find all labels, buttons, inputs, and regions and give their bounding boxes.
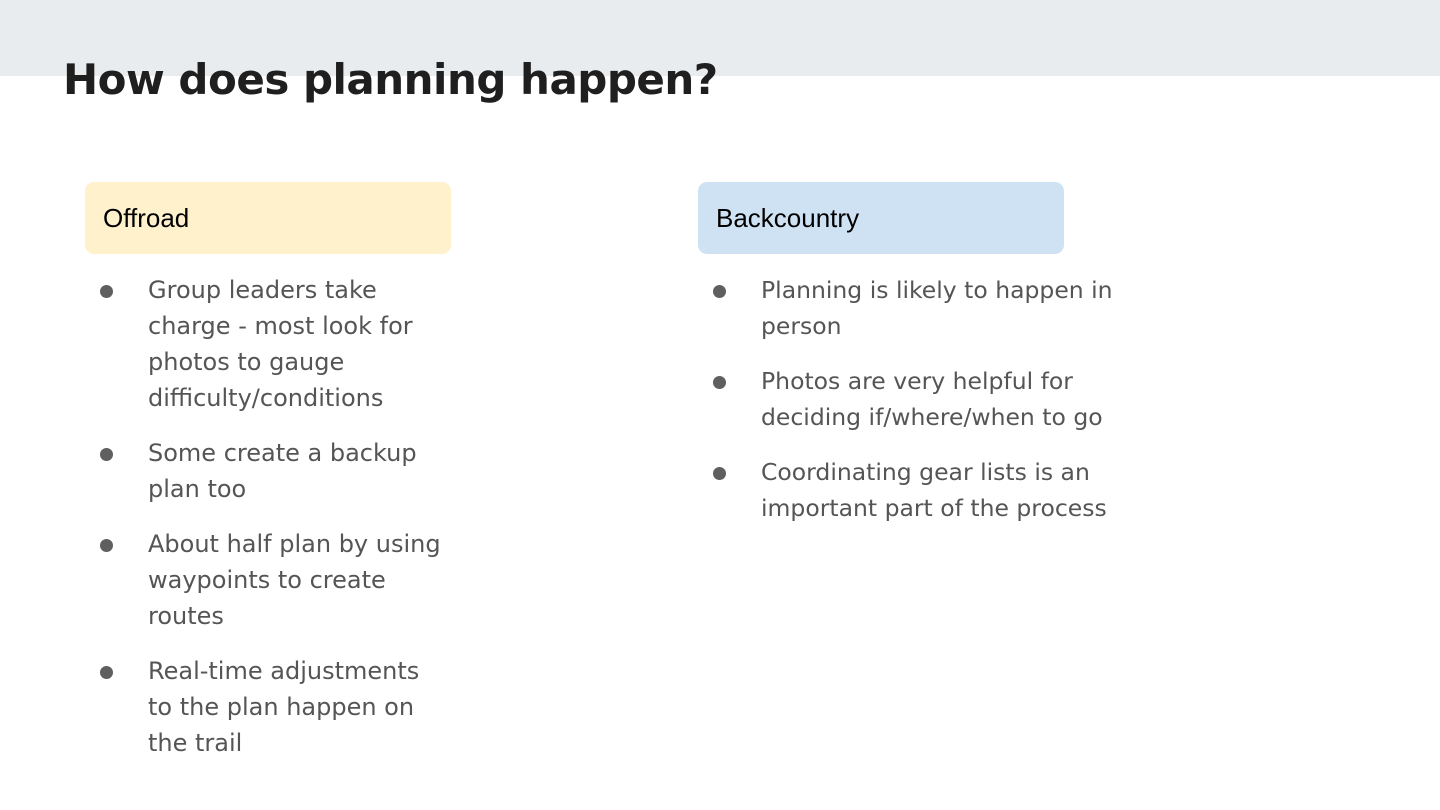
bullet-icon (713, 467, 726, 480)
list-item (698, 272, 1118, 344)
bullet-icon (713, 376, 726, 389)
backcountry-header-box (698, 182, 1064, 254)
bullet-text: Some create a backup plan too (148, 439, 417, 503)
list-item (698, 363, 1118, 435)
bullet-icon (100, 539, 113, 552)
list-item (698, 454, 1118, 526)
list-item (85, 653, 505, 761)
backcountry-bullet-list (698, 272, 1118, 526)
bullet-text: About half plan by using waypoints to create routes (148, 530, 441, 630)
offroad-bullet-list (85, 272, 505, 761)
bullet-icon (100, 666, 113, 679)
bullet-text: Planning is likely to happen in person (761, 276, 1113, 340)
backcountry-column (698, 182, 1118, 545)
bullet-icon (100, 285, 113, 298)
offroad-header-label: Offroad (103, 202, 190, 233)
list-item (85, 272, 505, 416)
list-item (85, 435, 505, 507)
bullet-text: Real-time adjustments to the plan happen on the trail (148, 657, 420, 757)
slide-title: How does planning happen? (63, 55, 718, 104)
bullet-icon (713, 285, 726, 298)
bullet-text: Group leaders take charge - most look for photos to gauge difficulty/conditions (148, 276, 413, 412)
list-item (85, 526, 505, 634)
bullet-icon (100, 448, 113, 461)
offroad-column (85, 182, 505, 780)
bullet-text: Photos are very helpful for deciding if/where/when to go (761, 367, 1103, 431)
backcountry-header-label: Backcountry (716, 202, 860, 233)
bullet-text: Coordinating gear lists is an important part of the process (761, 458, 1107, 522)
offroad-header-box (85, 182, 451, 254)
